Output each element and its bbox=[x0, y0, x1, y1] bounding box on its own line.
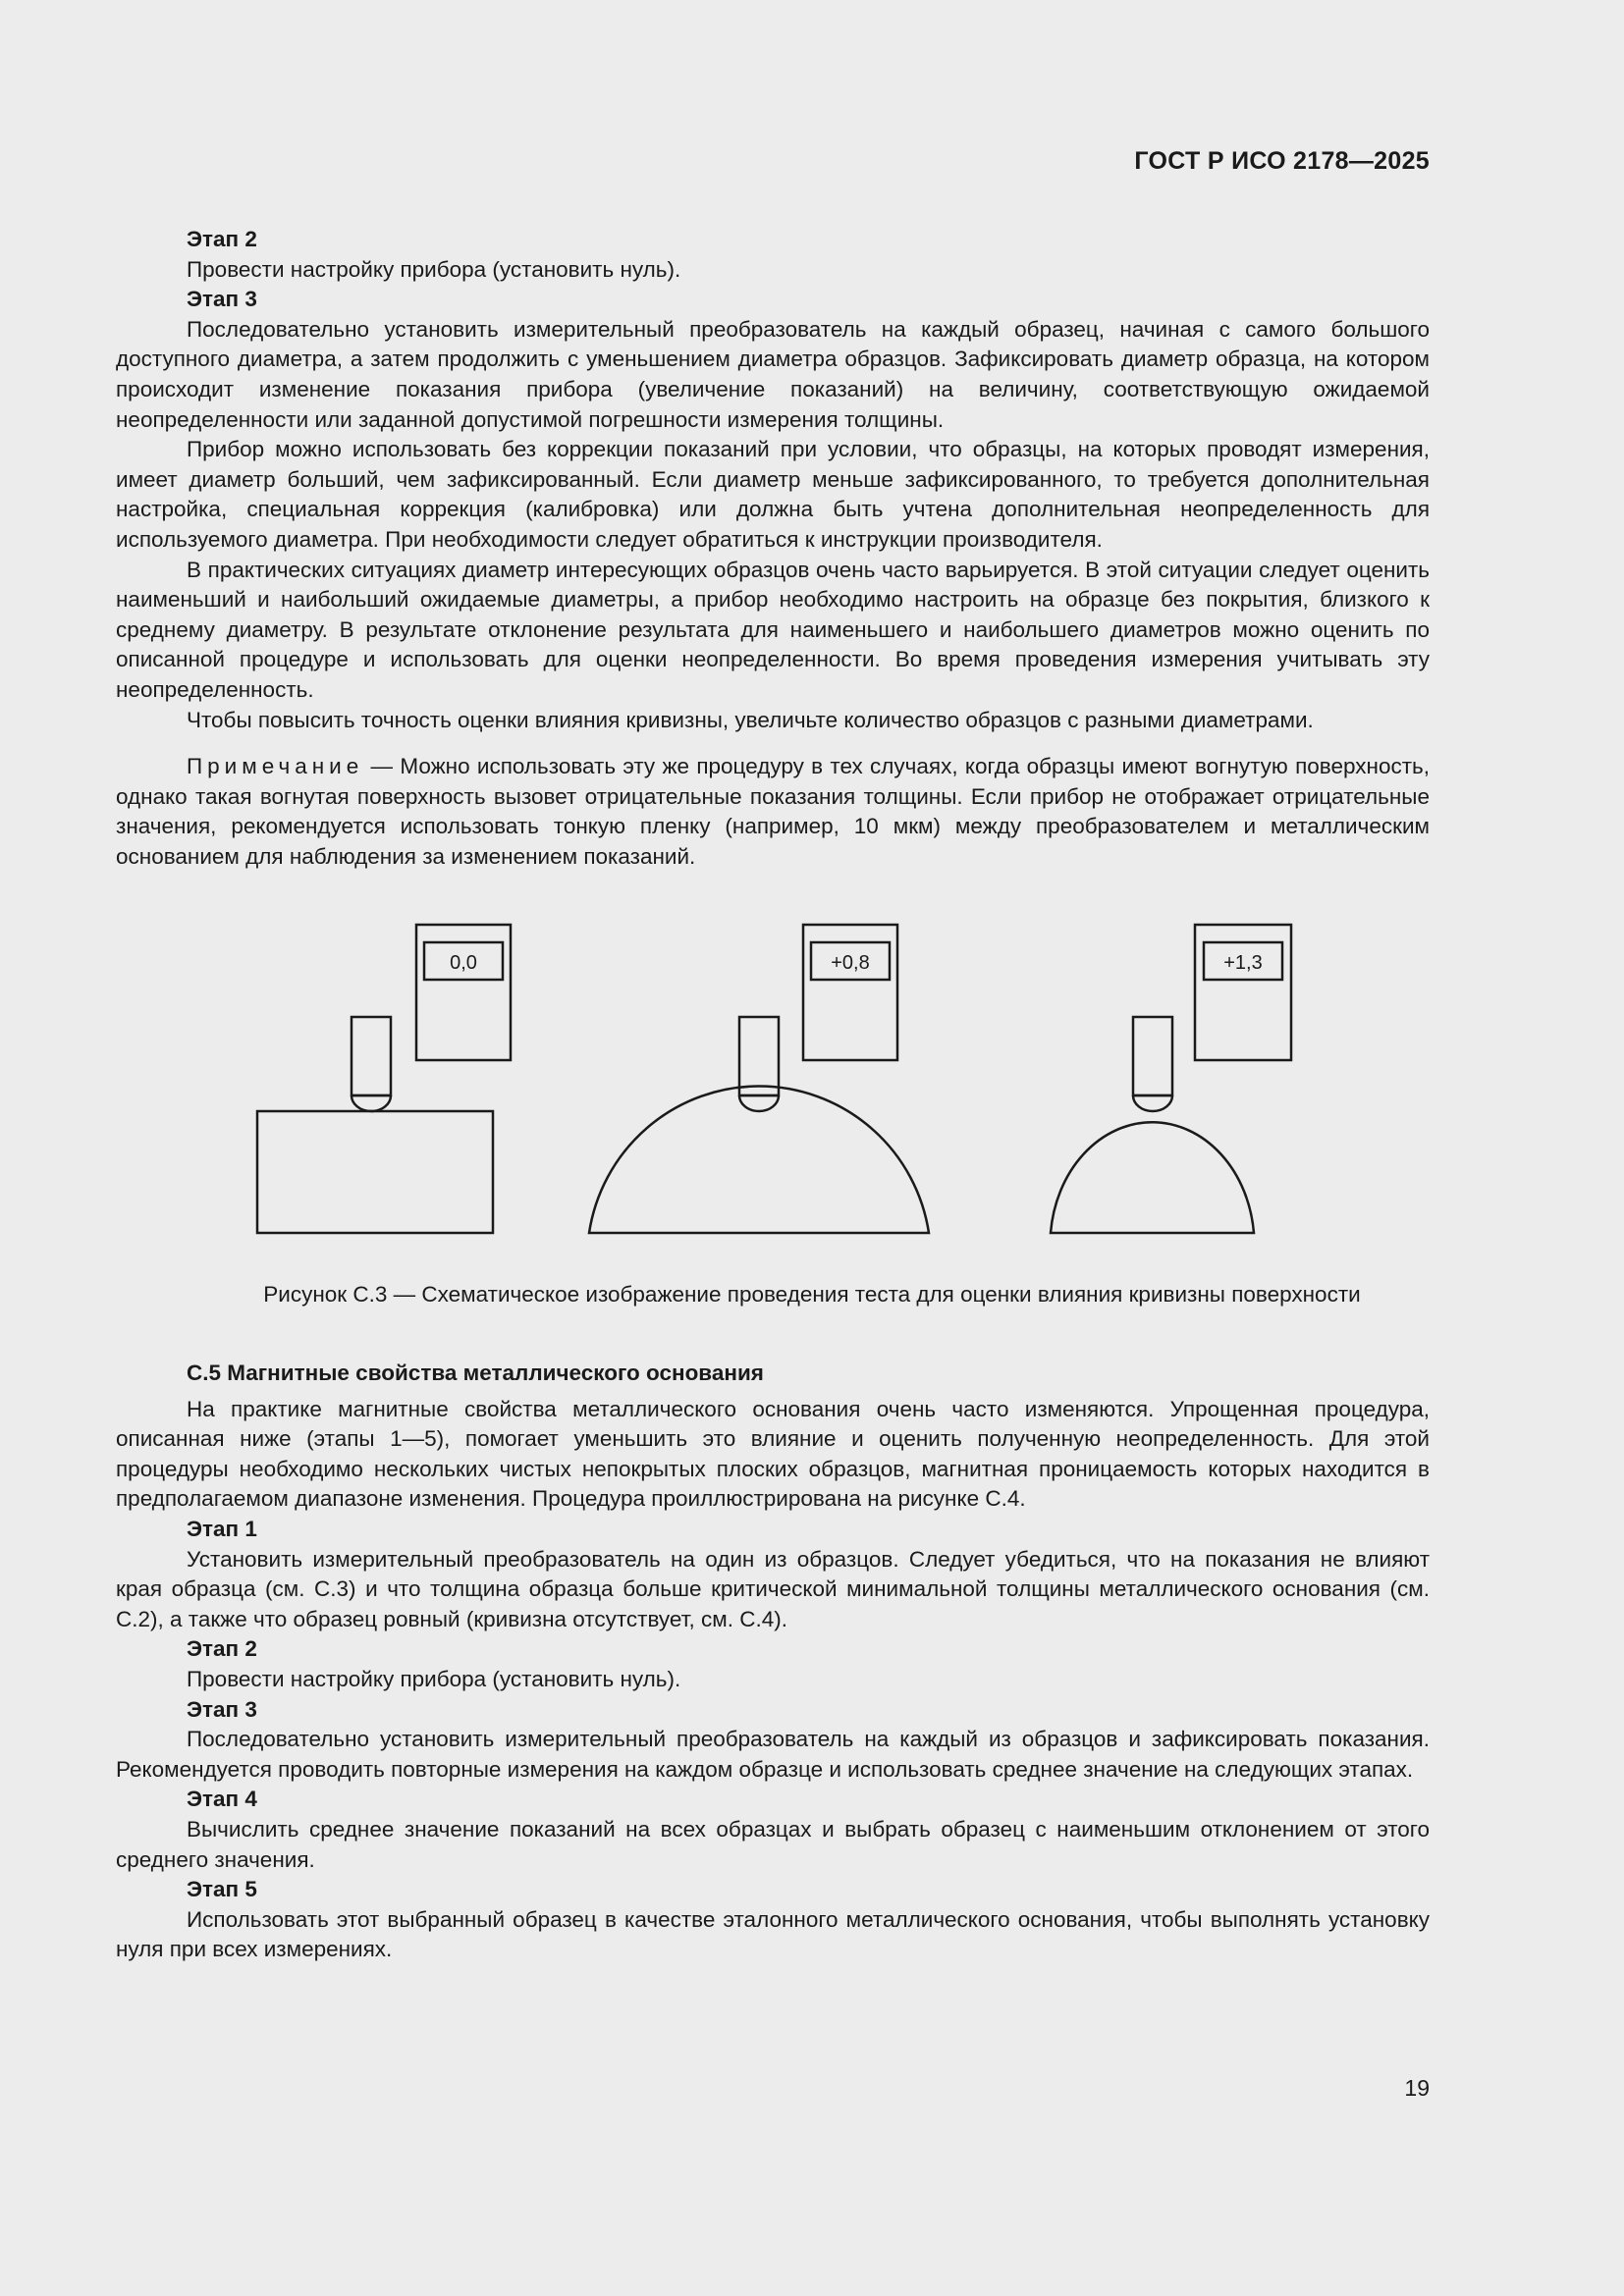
paragraph-practical: В практических ситуациях диаметр интересующих образцов очень часто варьируется. В этой ситуации следует оценить наименьший и наибольший ожидаемые диаметры, а прибор необходимо настроить на образце без покрытия, близкого к среднему диаметру. В результате отклонение результата для наименьшего и наибольшего диаметров можно оценить по описанной процедуре и использовать для оценки неопределенности. Во время проведения измерения учитывать эту неопределенность. bbox=[116, 557, 1430, 702]
note-text: — Можно использовать эту же процедуру в тех случаях, когда образцы имеют вогнутую поверхность, однако такая вогнутая поверхность вызовет отрицательные показания толщины. Если прибор не отображает отрицательные значения, рекомендуется использовать тонкую пленку (например, 10 мкм) между преобразователем и металлическим основанием для наблюдения за изменением показаний. bbox=[116, 754, 1430, 869]
stage-text: Последовательно установить измерительный преобразователь на каждый из образцов и зафиксировать показания. Рекомендуется проводить повторные измерения на каждом образце и использовать среднее значение на следующих этапах. bbox=[116, 1727, 1430, 1782]
stage-3-label: Этап 3 bbox=[187, 287, 257, 312]
probe-body-1 bbox=[352, 1017, 391, 1095]
stage-label: Этап 4 bbox=[187, 1787, 257, 1812]
stage-text: Провести настройку прибора (установить нуль). bbox=[187, 1666, 681, 1691]
note-block bbox=[116, 752, 1430, 872]
probe-body-3 bbox=[1133, 1017, 1172, 1095]
probe-tip-1 bbox=[352, 1095, 391, 1111]
gauge-display-2 bbox=[803, 925, 897, 1060]
figure-c3 bbox=[0, 913, 1624, 1247]
stage-text: Установить измерительный преобразователь на один из образцов. Следует убедиться, что на показания не влияют края образца (см. С.3) и что толщина образца больше критической минимальной толщины металлического основания (см. С.2), а также что образец ровный (кривизна отсутствует, см. С.4). bbox=[116, 1546, 1430, 1631]
stage-label: Этап 3 bbox=[187, 1696, 257, 1722]
stage-label: Этап 5 bbox=[187, 1877, 257, 1902]
page-number: 19 bbox=[1404, 2075, 1430, 2101]
section-title: С.5 Магнитные свойства металлического основания bbox=[187, 1361, 764, 1385]
flat-sample bbox=[257, 1111, 493, 1233]
figure-caption: Рисунок С.3 — Схематическое изображение проведения теста для оценки влияния кривизны поверхности bbox=[263, 1282, 1361, 1307]
reading-value-2: +0,8 bbox=[831, 952, 870, 974]
reading-value-3: +1,3 bbox=[1223, 952, 1263, 974]
gauge-display-3 bbox=[1195, 925, 1291, 1060]
stage-2-text: Провести настройку прибора (установить нуль). bbox=[187, 256, 681, 282]
stage-3-text: Последовательно установить измерительный преобразователь на каждый образец, начиная с самого большого доступного диаметра, а затем продолжить с уменьшением диаметра образцов. Зафиксировать диаметр образца, на котором происходит изменение показания прибора (увеличение показаний) на величину, соответствующую ожидаемой неопределенности или заданной допустимой погрешности измерения толщины. bbox=[116, 316, 1430, 432]
stage-2-label: Этап 2 bbox=[187, 227, 257, 251]
gauge-display-1 bbox=[416, 925, 511, 1060]
stage-text: Вычислить среднее значение показаний на всех образцах и выбрать образец с наименьшим отклонением от этого среднего значения. bbox=[116, 1816, 1430, 1872]
small-curved-sample bbox=[1051, 1122, 1254, 1233]
probe-tip-3 bbox=[1133, 1095, 1172, 1111]
paragraph-correction: Прибор можно использовать без коррекции показаний при условии, что образцы, на которых проводят измерения, имеет диаметр больший, чем зафиксированный. Если диаметр меньше зафиксированного, то требуется дополнительная настройка, специальная коррекция (калибровка) или должна быть учтена дополнительная неопределенность для используемого диаметра. При необходимости следует обратиться к инструкции производителя. bbox=[116, 437, 1430, 552]
paragraph-accuracy: Чтобы повысить точность оценки влияния кривизны, увеличьте количество образцов с разными диаметрами. bbox=[187, 707, 1314, 732]
top-text-block bbox=[116, 225, 1430, 735]
note-label: Примечание bbox=[187, 754, 364, 778]
reading-value-1: 0,0 bbox=[450, 952, 477, 974]
large-curve-scene bbox=[589, 925, 929, 1233]
large-curved-sample bbox=[589, 1087, 929, 1233]
stage-label: Этап 1 bbox=[187, 1516, 257, 1541]
section-c5-block bbox=[116, 1359, 1430, 1965]
figure-c3-drawing bbox=[0, 913, 1624, 1247]
section-intro: На практике магнитные свойства металлического основания очень часто изменяются. Упрощенная процедура, описанная ниже (этапы 1—5), помогает уменьшить это влияние и оценить полученную неопределенность. Для этой процедуры необходимо нескольких чистых непокрытых плоских образцов, магнитная проницаемость которых находится в предполагаемом диапазоне изменения. Процедура проиллюстрирована на рисунке С.4. bbox=[116, 1396, 1430, 1512]
stage-label: Этап 2 bbox=[187, 1636, 257, 1662]
document-header: ГОСТ Р ИСО 2178—2025 bbox=[1134, 147, 1430, 175]
stage-text: Использовать этот выбранный образец в качестве эталонного металлического основания, чтобы выполнять установку нуля при всех измерениях. bbox=[116, 1906, 1430, 1962]
probe-body-2 bbox=[739, 1017, 779, 1095]
probe-tip-2 bbox=[739, 1095, 779, 1111]
